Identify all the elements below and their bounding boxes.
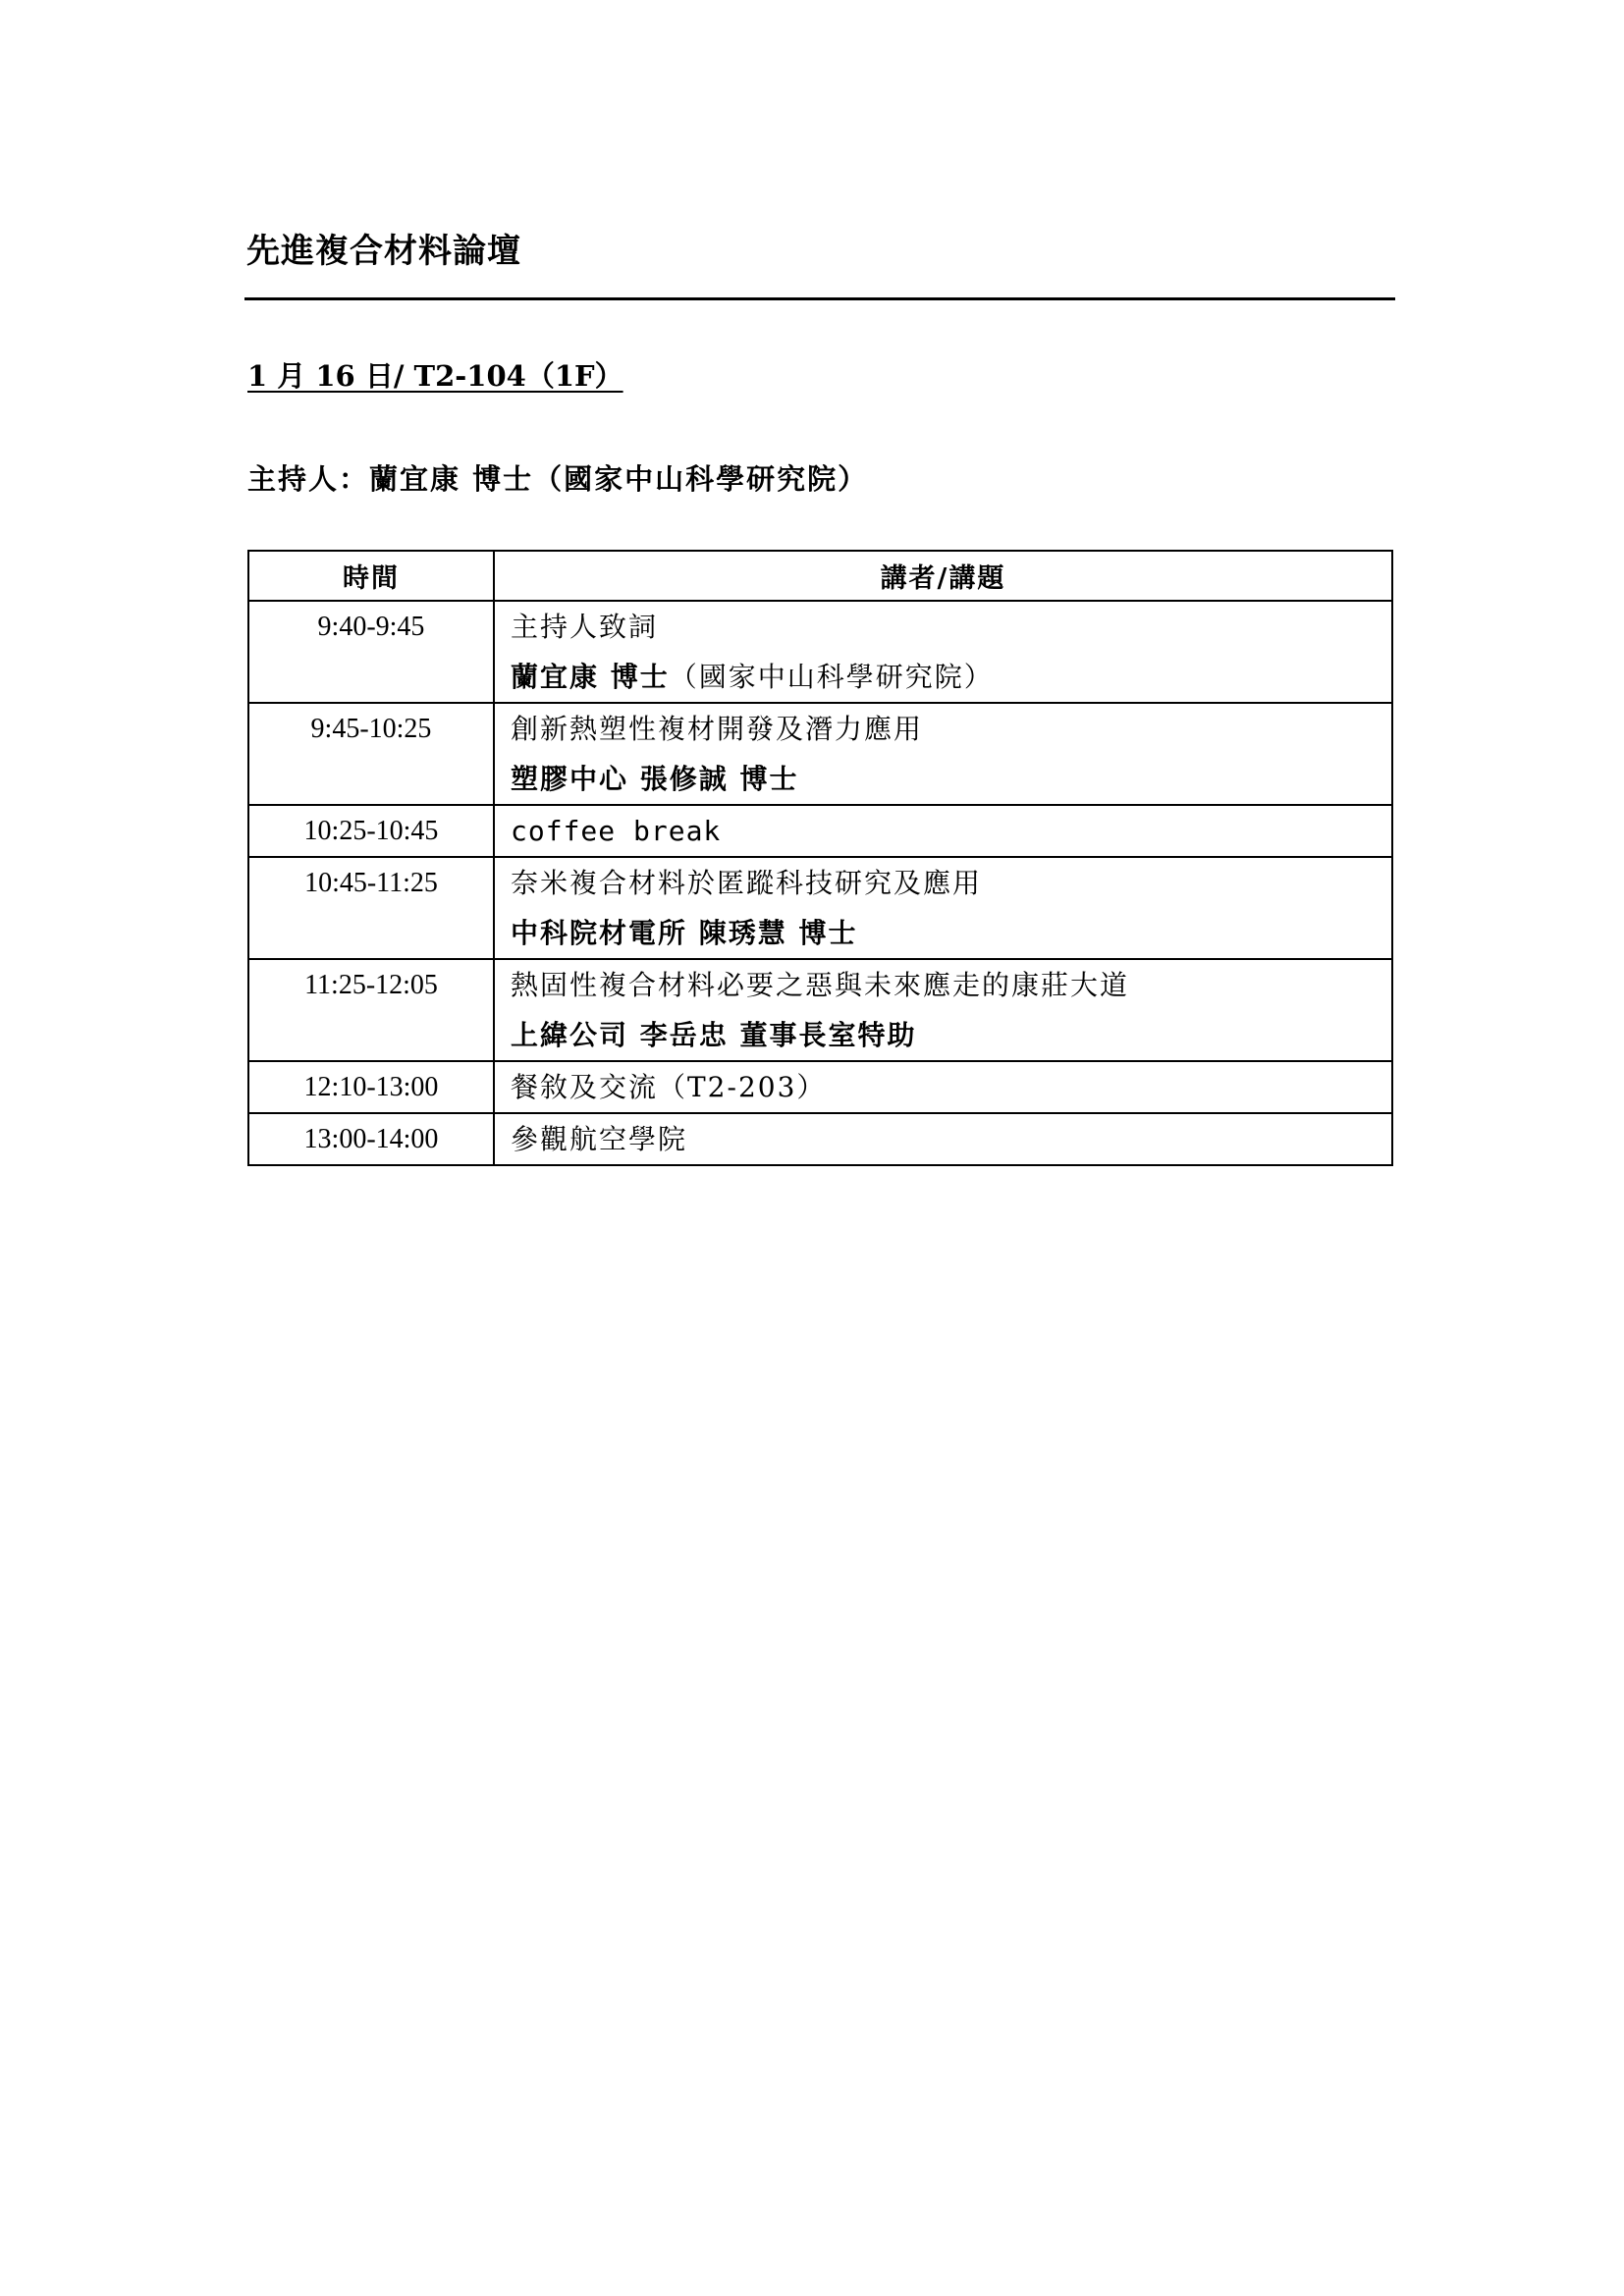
- speaker-name: 中科院材電所 陳琇慧 博士: [511, 917, 858, 949]
- time-cell: 9:40-9:45: [248, 601, 494, 703]
- host-line: 主持人：蘭宜康 博士（國家中山科學研究院）: [247, 462, 869, 496]
- topic-cell: [494, 857, 1392, 959]
- time-cell: 11:25-12:05: [248, 959, 494, 1061]
- topic-text: 餐敘及交流（T2-203）: [511, 1071, 827, 1103]
- page-title: 先進複合材料論壇: [246, 232, 521, 271]
- topic-cell: [494, 703, 1392, 805]
- title-divider: [244, 297, 1395, 300]
- table-row: [248, 805, 1392, 857]
- date-venue-heading: 1 月 16 日/ T2-104（1F）: [247, 359, 623, 393]
- topic-text: coffee break: [511, 815, 722, 847]
- table-row: [248, 857, 1392, 959]
- table-row: [248, 1113, 1392, 1165]
- speaker-name: 蘭宜康 博士: [511, 661, 670, 693]
- topic-cell: [494, 1061, 1392, 1113]
- topic-text: 參觀航空學院: [511, 1123, 688, 1155]
- time-cell: 9:45-10:25: [248, 703, 494, 805]
- topic-text: 奈米複合材料於匿蹤科技研究及應用: [511, 867, 983, 899]
- speaker-name: 塑膠中心 張修誠 博士: [511, 763, 799, 795]
- topic-cell: [494, 601, 1392, 703]
- table-row: [248, 959, 1392, 1061]
- time-cell: 12:10-13:00: [248, 1061, 494, 1113]
- header-speaker-topic: 講者/講題: [494, 551, 1392, 601]
- time-cell: 10:25-10:45: [248, 805, 494, 857]
- topic-cell: [494, 805, 1392, 857]
- table-row: [248, 703, 1392, 805]
- speaker-name: 上緯公司 李岳忠 董事長室特助: [511, 1019, 917, 1051]
- topic-text: 熱固性複合材料必要之惡與未來應走的康莊大道: [511, 969, 1130, 1001]
- table-header-row: [248, 551, 1392, 601]
- speaker-line: [511, 652, 1391, 702]
- table-row: [248, 601, 1392, 703]
- header-time: 時間: [248, 551, 494, 601]
- time-cell: 10:45-11:25: [248, 857, 494, 959]
- speaker-affiliation: （國家中山科學研究院）: [669, 661, 994, 693]
- topic-cell: [494, 959, 1392, 1061]
- schedule-table: [247, 550, 1393, 1166]
- time-cell: 13:00-14:00: [248, 1113, 494, 1165]
- topic-text: 主持人致詞: [511, 611, 659, 643]
- table-row: [248, 1061, 1392, 1113]
- topic-cell: [494, 1113, 1392, 1165]
- topic-text: 創新熱塑性複材開發及潛力應用: [511, 713, 924, 745]
